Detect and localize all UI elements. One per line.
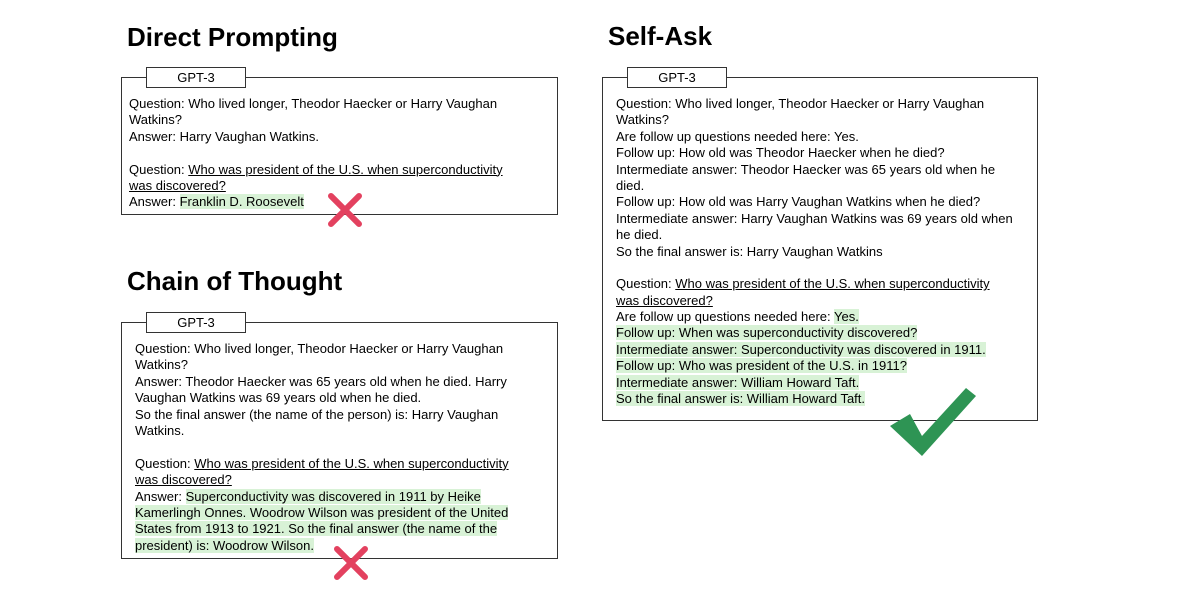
answer-line: Answer: Theodor Haecker was 65 years old when he died. Harry: [135, 373, 507, 389]
question-prefix: Question:: [616, 276, 676, 292]
followup-needed-prefix: Are follow up questions needed here:: [616, 309, 835, 325]
model-answer: Follow up: When was superconductivity discovered?: [616, 325, 918, 341]
chain-of-thought-heading: Chain of Thought: [127, 266, 343, 296]
model-answer: Kamerlingh Onnes. Woodrow Wilson was president of the United: [135, 504, 509, 520]
gpt3-tab: GPT-3: [146, 312, 246, 333]
check-icon: [886, 386, 978, 458]
question-line: Question: Who lived longer, Theodor Haecker or Harry Vaughan: [129, 96, 498, 111]
cross-icon: [332, 544, 370, 582]
answer-prefix: Answer:: [129, 194, 180, 210]
model-answer: Intermediate answer: Superconductivity was discovered in 1911.: [616, 341, 986, 357]
answer-prefix: Answer:: [135, 488, 186, 504]
test-question: was discovered?: [135, 472, 232, 488]
self-ask-panel: [602, 70, 1038, 421]
gpt3-tab: GPT-3: [146, 67, 246, 88]
question-prefix: Question:: [135, 455, 195, 471]
followup-line: Follow up: How old was Theodor Haecker when he died?: [616, 145, 945, 161]
cross-icon: [326, 192, 364, 228]
gpt3-tab: GPT-3: [627, 67, 727, 88]
test-question: was discovered?: [129, 177, 226, 193]
question-prefix: Question:: [129, 161, 189, 177]
model-answer: president) is: Woodrow Wilson.: [135, 537, 314, 553]
model-answer: So the final answer is: William Howard Taft.: [616, 391, 866, 407]
question-line: Watkins?: [135, 357, 188, 373]
direct-prompt-text: [129, 96, 503, 211]
cot-prompt-text: [135, 341, 509, 554]
self-ask-prompt-text: [616, 96, 1013, 407]
intermediate-answer-line: Intermediate answer: Harry Vaughan Watkins was 69 years old when: [616, 210, 1013, 226]
question-line: Watkins?: [129, 112, 182, 128]
model-answer: Yes.: [834, 309, 859, 325]
answer-line: Answer: Harry Vaughan Watkins.: [129, 128, 320, 144]
test-question: Who was president of the U.S. when superconductivity: [188, 161, 503, 177]
intermediate-answer-line: he died.: [616, 227, 663, 243]
answer-line: Vaughan Watkins was 69 years old when he died.: [135, 390, 422, 406]
answer-line: Watkins.: [135, 422, 185, 438]
question-line: Question: Who lived longer, Theodor Haecker or Harry Vaughan: [616, 96, 985, 111]
test-question: was discovered?: [616, 292, 713, 308]
question-line: Watkins?: [616, 112, 669, 128]
answer-line: So the final answer (the name of the person) is: Harry Vaughan: [135, 406, 499, 422]
self-ask-heading: Self-Ask: [608, 21, 713, 51]
test-question: Who was president of the U.S. when superconductivity: [194, 455, 509, 471]
followup-line: Follow up: How old was Harry Vaughan Watkins when he died?: [616, 194, 981, 210]
intermediate-answer-line: died.: [616, 177, 645, 193]
final-answer-line: So the final answer is: Harry Vaughan Watkins: [616, 243, 883, 259]
model-answer: Follow up: Who was president of the U.S. in 1911?: [616, 358, 907, 374]
test-question: Who was president of the U.S. when superconductivity: [675, 276, 990, 292]
question-line: Question: Who lived longer, Theodor Haecker or Harry Vaughan: [135, 341, 504, 356]
intermediate-answer-line: Intermediate answer: Theodor Haecker was 65 years old when he: [616, 161, 996, 177]
direct-prompting-heading: Direct Prompting: [127, 22, 338, 52]
model-answer: Franklin D. Roosevelt: [179, 194, 304, 210]
model-answer: States from 1913 to 1921. So the final answer (the name of the: [135, 521, 498, 537]
model-answer: Intermediate answer: William Howard Taft.: [616, 374, 860, 390]
chain-of-thought-panel: [121, 315, 558, 559]
followup-needed-line: Are follow up questions needed here: Yes.: [616, 128, 859, 144]
model-answer: Superconductivity was discovered in 1911 by Heike: [185, 488, 481, 504]
